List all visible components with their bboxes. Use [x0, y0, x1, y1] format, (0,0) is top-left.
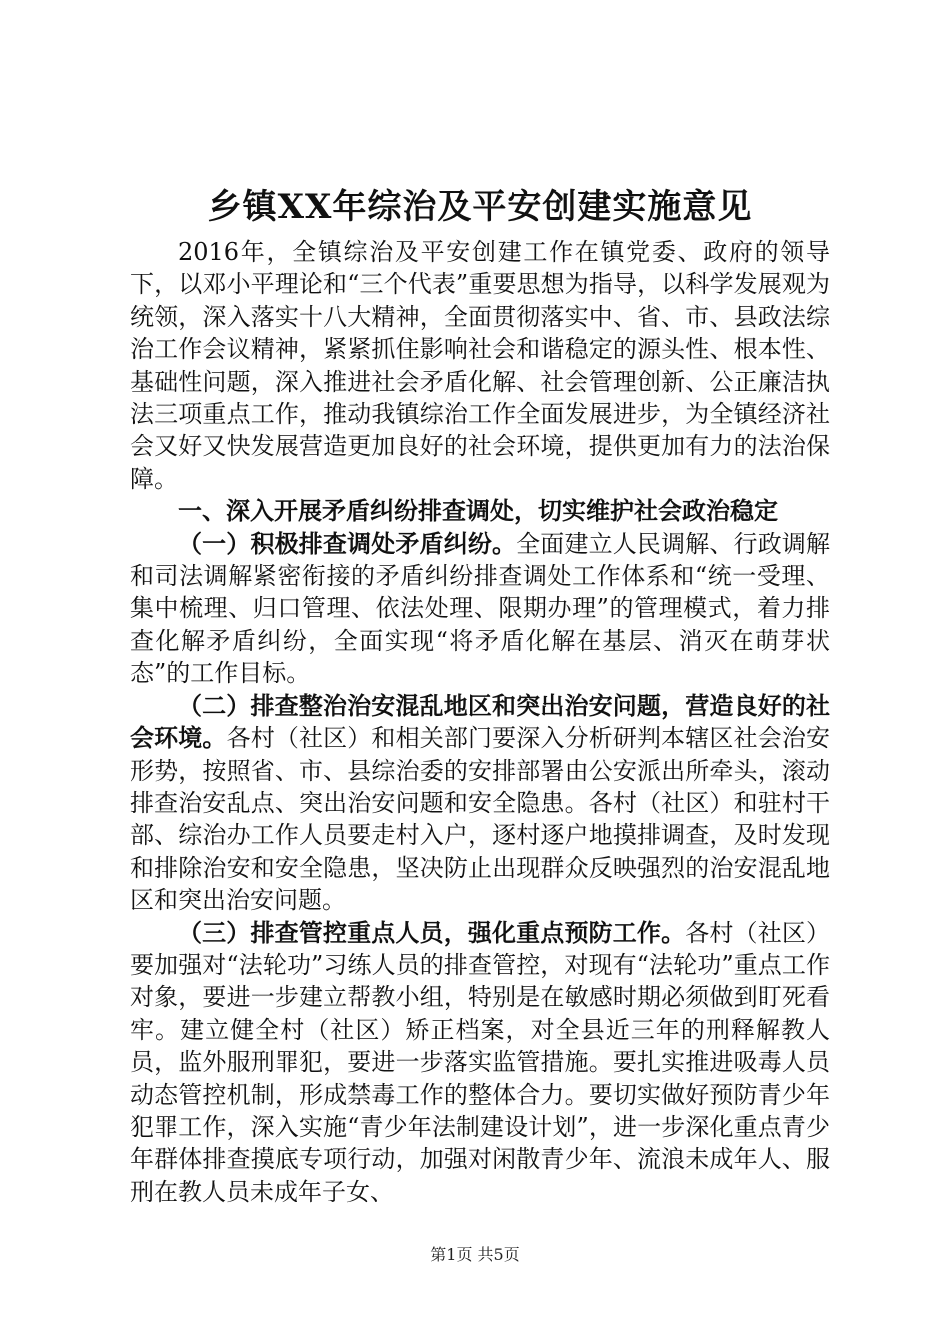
item-paragraph-3 [130, 917, 830, 1209]
page-footer: 第1页 共5页 [430, 1245, 520, 1264]
document-title: 乡镇XX年综治及平安创建实施意见 [207, 187, 753, 227]
item-paragraph-2 [130, 690, 830, 917]
intro-paragraph: 2016年，全镇综治及平安创建工作在镇党委、政府的领导下，以邓小平理论和“三个代表”重要思想为指导，以科学发展观为统领，深入落实十八大精神，全面贯彻落实中、省、市、县政法综治工作会议精神，紧紧抓住影响社会和谐稳定的源头性、根本性、基础性问题，深入推进社会矛盾化解、社会管理创新、公正廉洁执法三项重点工作，推动我镇综治工作全面发展进步，为全镇经济社会又好又快发展营造更加良好的社会环境，提供更加有力的法治保障。 [130, 238, 830, 493]
item-text-3: 各村（社区）要加强对“法轮功”习练人员的排查管控，对现有“法轮功”重点工作对象，要进一步建立帮教小组，特别是在敏感时期必须做到盯死看牢。建立健全村（社区）矫正档案，对全县近三年的刑释解教人员，监外服刑罪犯，要进一步落实监管措施。要扎实推进吸毒人员动态管控机制，形成禁毒工作的整体合力。要切实做好预防青少年犯罪工作，深入实施“青少年法制建设计划”，进一步深化重点青少年群体排查摸底专项行动，加强对闲散青少年、流浪未成年人、服刑在教人员未成年子女、 [130, 918, 831, 1206]
item-heading-1: （一）积极排查调处矛盾纠纷。 [178, 528, 517, 558]
item-text-1: 全面建立人民调解、行政调解和司法调解紧密衔接的矛盾纠纷排查调处工作体系和“统一受理、集中梳理、归口管理、依法处理、限期办理”的管理模式，着力排查化解矛盾纠纷，全面实现“将矛盾化解在基层、消灭在萌芽状态”的工作目标。 [130, 529, 831, 688]
item-paragraph-1 [130, 528, 830, 690]
section-heading: 一、深入开展矛盾纠纷排查调处，切实维护社会政治稳定 [178, 496, 778, 526]
item-heading-3: （三）排查管控重点人员，强化重点预防工作。 [178, 917, 686, 947]
item-text-2: 各村（社区）和相关部门要深入分析研判本辖区社会治安形势，按照省、市、县综治委的安排部署由公安派出所牵头，滚动排查治安乱点、突出治安问题和安全隐患。各村（社区）和驻村干部、综治办工作人员要走村入户，逐村逐户地摸排调查，及时发现和排除治安和安全隐患，坚决防止出现群众反映强烈的治安混乱地区和突出治安问题。 [130, 724, 831, 915]
document-body [130, 236, 830, 1208]
item-heading-2: （二）排查整治治安混乱地区和突出治安问题，营造良好的社会环境。 [130, 690, 830, 753]
document-page [130, 0, 830, 1344]
